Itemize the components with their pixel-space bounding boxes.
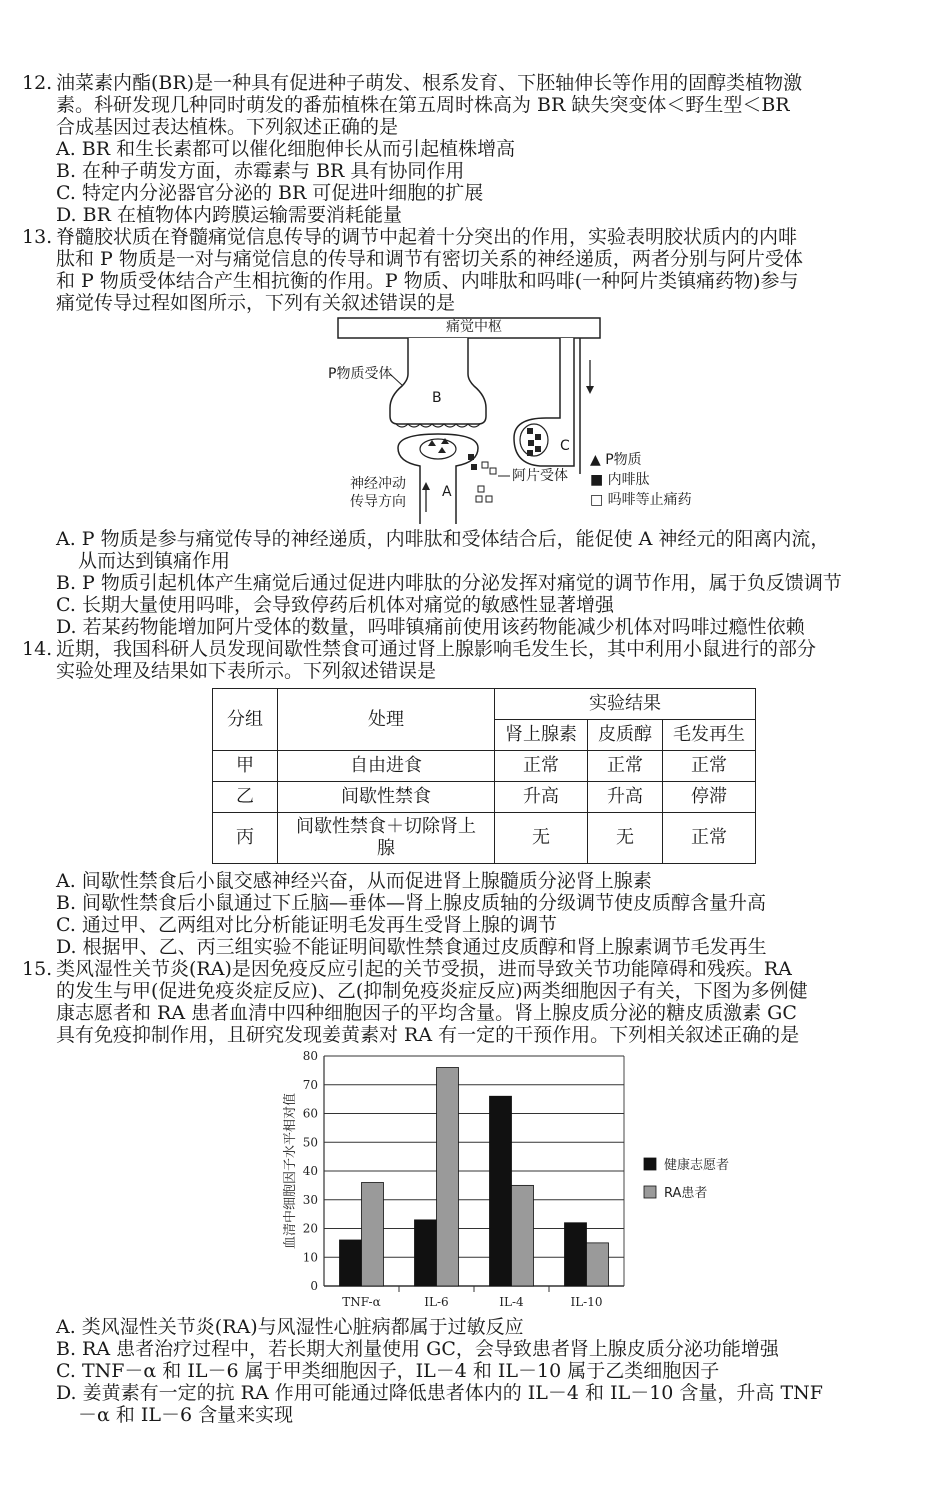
question-number: 14. — [22, 638, 53, 660]
option-a: A. 类风湿性关节炎(RA)与风湿性心脏病都属于过敏反应 — [56, 1316, 524, 1338]
option-d: D. 姜黄素有一定的抗 RA 作用可能通过降低患者体内的 IL－4 和 IL－10 含量，升高 TNF — [56, 1382, 823, 1404]
endorphin-square — [528, 440, 534, 446]
table-cell: 间歇性禁食 — [278, 782, 495, 813]
pain-pathway-diagram — [328, 316, 728, 526]
legend-endorphin: ■ 内啡肽 — [590, 472, 650, 488]
table-cell: 无 — [495, 813, 588, 864]
header-result: 实验结果 — [495, 689, 756, 720]
bar-ra-IL-10 — [587, 1243, 609, 1286]
legend-swatch — [644, 1186, 656, 1198]
option-c: C. TNF－α 和 IL－6 属于甲类细胞因子，IL－4 和 IL－10 属于乙类细胞因子 — [56, 1360, 720, 1382]
option-a: A. 间歇性禁食后小鼠交感神经兴奋，从而促进肾上腺髓质分泌肾上腺素 — [56, 870, 652, 892]
y-tick-label: 30 — [302, 1192, 318, 1207]
endorphin-square — [535, 434, 541, 440]
header-treatment: 处理 — [278, 689, 495, 751]
morphine-square — [478, 486, 484, 492]
table-cell: 丙 — [213, 813, 278, 864]
y-tick-label: 40 — [302, 1164, 318, 1178]
pain-center-label: 痛觉中枢 — [446, 319, 502, 335]
bar-healthy-IL-6 — [415, 1220, 437, 1286]
x-tick-label: IL-6 — [424, 1295, 449, 1309]
p-receptor-label: P物质受体 — [328, 366, 393, 382]
subheader-cortisol: 皮质醇 — [588, 720, 663, 751]
table-cell: 正常 — [663, 751, 756, 782]
cytokine-chart-svg — [272, 1048, 742, 1314]
legend-label: 健康志愿者 — [664, 1158, 730, 1173]
question-12 — [22, 72, 934, 226]
option-d: D. BR 在植物体内跨膜运输需要消耗能量 — [56, 204, 402, 226]
morphine-square — [482, 462, 488, 468]
neuron-c-label: C — [560, 438, 570, 454]
bar-healthy-IL-10 — [565, 1223, 587, 1286]
option-d: D. 若某药物能增加阿片受体的数量，吗啡镇痛前使用该药物能减少机体对吗啡过瘾性依赖 — [56, 616, 805, 638]
x-tick-label: TNF-α — [342, 1295, 381, 1309]
option-c: C. 特定内分泌器官分泌的 BR 可促进叶细胞的扩展 — [56, 182, 484, 204]
morphine-square — [476, 496, 482, 502]
y-tick-label: 50 — [302, 1135, 318, 1150]
table-cell: 升高 — [495, 782, 588, 813]
endorphin-square — [535, 446, 541, 452]
endorphin-square — [527, 428, 533, 434]
question-stem-line: 合成基因过表达植株。下列叙述正确的是 — [56, 116, 399, 138]
table-cell: 甲 — [213, 751, 278, 782]
option-a: A. BR 和生长素都可以催化细胞伸长从而引起植株增高 — [56, 138, 516, 160]
y-tick-label: 70 — [302, 1077, 318, 1092]
y-tick-label: 60 — [302, 1106, 318, 1121]
question-stem-line: 的发生与甲(促进免疫炎症反应)、乙(抑制免疫炎症反应)两类细胞因子有关，下图为多例健 — [56, 980, 808, 1002]
option-b: B. 间歇性禁食后小鼠通过下丘脑—垂体—肾上腺皮质轴的分级调节使皮质醇含量升高 — [56, 892, 767, 914]
legend-label: RA患者 — [664, 1186, 708, 1201]
morphine-square — [490, 468, 496, 474]
opioid-receptor-label: 阿片受体 — [512, 468, 568, 484]
opioid-receptor-mark — [471, 464, 477, 470]
table-row — [213, 813, 756, 864]
table-cell: 乙 — [213, 782, 278, 813]
x-tick-label: IL-4 — [499, 1295, 524, 1309]
y-tick-label: 10 — [302, 1250, 318, 1265]
table-row — [213, 751, 756, 782]
question-stem-line: 素。科研发现几种同时萌发的番茄植株在第五周时株高为 BR 缺失突变体＜野生型＜BR — [56, 94, 790, 116]
legend-p-substance: ▲ P物质 — [590, 452, 642, 468]
table-cell: 间歇性禁食＋切除肾上腺 — [278, 813, 495, 864]
bar-healthy-TNF-α — [340, 1240, 362, 1286]
option-a: A. P 物质是参与痛觉传导的神经递质，内啡肽和受体结合后，能促使 A 神经元的阳离内流， — [56, 528, 830, 550]
opioid-receptor-mark — [468, 454, 474, 460]
table-cell: 自由进食 — [278, 751, 495, 782]
option-b: B. RA 患者治疗过程中，若长期大剂量使用 GC，会导致患者肾上腺皮质分泌功能增强 — [56, 1338, 779, 1360]
impulse-label-2: 传导方向 — [350, 494, 406, 510]
question-stem-line: 实验处理及结果如下表所示。下列叙述错误是 — [56, 660, 437, 682]
bar-ra-IL-4 — [512, 1185, 534, 1286]
impulse-label-1: 神经冲动 — [350, 476, 406, 492]
endorphin-square — [527, 450, 533, 456]
neuron-b-label: B — [432, 390, 442, 406]
legend-swatch — [644, 1158, 656, 1170]
question-stem-line: 和 P 物质受体结合产生相抗衡的作用。P 物质、内啡肽和吗啡(一种阿片类镇痛药物)参与 — [56, 270, 799, 292]
bar-ra-IL-6 — [437, 1068, 459, 1287]
question-number: 12. — [22, 72, 53, 94]
table-cell: 升高 — [588, 782, 663, 813]
table-cell: 正常 — [495, 751, 588, 782]
subheader-adrenaline: 肾上腺素 — [495, 720, 588, 751]
table-cell: 无 — [588, 813, 663, 864]
option-c: C. 长期大量使用吗啡，会导致停药后机体对痛觉的敏感性显著增强 — [56, 594, 614, 616]
down-arrow-head — [586, 386, 594, 394]
bar-healthy-IL-4 — [490, 1096, 512, 1286]
question-stem-line: 痛觉传导过程如图所示，下列有关叙述错误的是 — [56, 292, 456, 314]
option-c: C. 通过甲、乙两组对比分析能证明毛发再生受肾上腺的调节 — [56, 914, 557, 936]
question-stem-line: 康志愿者和 RA 患者血清中四种细胞因子的平均含量。肾上腺皮质分泌的糖皮质激素 GC — [56, 1002, 797, 1024]
neuron-b — [390, 338, 486, 424]
option-d: D. 根据甲、乙、丙三组实验不能证明间歇性禁食通过皮质醇和肾上腺素调节毛发再生 — [56, 936, 767, 958]
question-stem-line: 脊髓胶状质在脊髓痛觉信息传导的调节中起着十分突出的作用，实验表明胶状质内的内啡 — [56, 226, 798, 248]
question-stem-line: 肽和 P 物质是一对与痛觉信息的传导和调节有密切关系的神经递质，两者分别与阿片受体 — [56, 248, 803, 270]
experiment-table — [212, 688, 756, 864]
option-d-continued: －α 和 IL－6 含量来实现 — [78, 1404, 294, 1426]
y-tick-label: 0 — [310, 1279, 318, 1293]
question-13 — [22, 226, 934, 638]
y-tick-label: 80 — [302, 1049, 318, 1063]
exam-page — [22, 72, 934, 1426]
question-15 — [22, 958, 934, 1426]
question-stem-line: 油菜素内酯(BR)是一种具有促进种子萌发、根系发育、下胚轴伸长等作用的固醇类植物激 — [56, 72, 803, 94]
option-b: B. P 物质引起机体产生痛觉后通过促进内啡肽的分泌发挥对痛觉的调节作用，属于负反馈调节 — [56, 572, 842, 594]
table-cell: 正常 — [588, 751, 663, 782]
question-number: 15. — [22, 958, 53, 980]
table-cell: 停滞 — [663, 782, 756, 813]
vesicle — [420, 439, 456, 459]
question-stem-line: 近期，我国科研人员发现间歇性禁食可通过肾上腺影响毛发生长，其中利用小鼠进行的部分 — [56, 638, 817, 660]
morphine-square — [486, 496, 492, 502]
table-row — [213, 782, 756, 813]
neuron-a-label: A — [442, 484, 452, 500]
question-14 — [22, 638, 934, 958]
cytokine-bar-chart — [272, 1048, 742, 1314]
subheader-hair-regrowth: 毛发再生 — [663, 720, 756, 751]
bar-ra-TNF-α — [362, 1183, 384, 1287]
y-tick-label: 20 — [302, 1221, 318, 1236]
legend-morphine: □ 吗啡等止痛药 — [590, 492, 692, 508]
option-a-continued: 从而达到镇痛作用 — [78, 550, 231, 572]
y-axis-label: 血清中细胞因子水平相对值 — [283, 1092, 298, 1250]
option-b: B. 在种子萌发方面，赤霉素与 BR 具有协同作用 — [56, 160, 465, 182]
question-stem-line: 类风湿性关节炎(RA)是因免疫反应引起的关节受损，进而导致关节功能障碍和残疾。RA — [56, 958, 792, 980]
table-cell: 正常 — [663, 813, 756, 864]
x-tick-label: IL-10 — [570, 1295, 603, 1309]
header-group: 分组 — [213, 689, 278, 751]
question-stem-line: 具有免疫抑制作用，且研究发现姜黄素对 RA 有一定的干预作用。下列相关叙述正确的是 — [56, 1024, 800, 1046]
question-number: 13. — [22, 226, 53, 248]
